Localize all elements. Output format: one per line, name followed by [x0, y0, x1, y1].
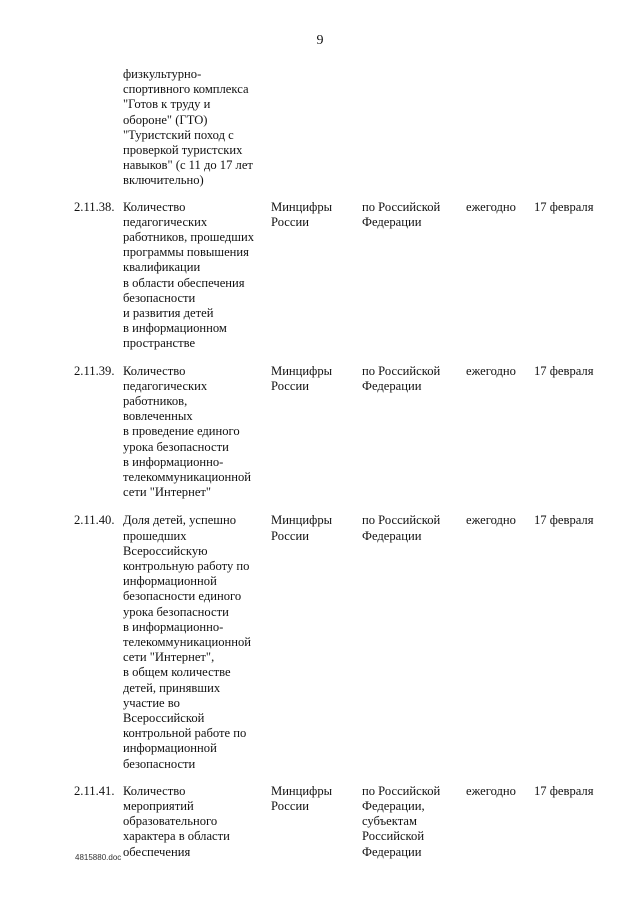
indicator-name-line: педагогических — [123, 378, 208, 393]
indicator-name-line: в общем количестве — [123, 665, 231, 680]
continuation-text-line: "Туристский поход с — [123, 127, 234, 142]
responsible-agency-line: Минцифры — [271, 199, 333, 214]
table-row — [0, 784, 640, 860]
level-line: по Российской — [362, 513, 441, 528]
indicator-name-cell — [123, 513, 266, 771]
indicator-name-line: в области обеспечения — [123, 275, 245, 290]
table-row — [0, 364, 640, 514]
level-line: Федерации — [362, 214, 422, 229]
indicator-name-line: и развития детей — [123, 306, 214, 321]
continuation-text-line: спортивного комплекса — [123, 82, 249, 97]
continuation-text-line: обороне" (ГТО) — [123, 112, 208, 127]
indicator-name-line: Количество — [123, 363, 186, 378]
deadline-cell: 17 февраля — [534, 783, 594, 798]
responsible-agency-line: России — [271, 528, 309, 543]
indicator-name-line: безопасности — [123, 756, 196, 771]
periodicity-cell: ежегодно — [466, 199, 516, 214]
indicator-name-line: телекоммуникационной — [123, 470, 252, 485]
indicator-name-line: детей, принявших — [123, 680, 221, 695]
row-number: 2.11.38. — [74, 199, 115, 214]
indicator-name-cell — [123, 200, 266, 352]
level-cell — [362, 784, 462, 860]
responsible-agency-line: Минцифры — [271, 513, 333, 528]
level-line: Федерации, — [362, 798, 425, 813]
indicator-name-line: работников, прошедших — [123, 230, 255, 244]
indicator-name-cell — [123, 784, 266, 860]
page-number: 9 — [316, 33, 324, 48]
indicator-name-line: безопасности единого — [123, 589, 242, 604]
periodicity-cell: ежегодно — [466, 783, 516, 798]
indicator-name-line: в информационно- — [123, 619, 224, 634]
deadline-cell: 17 февраля — [534, 199, 594, 214]
indicator-name-line: информационной — [123, 574, 217, 589]
periodicity-cell: ежегодно — [466, 513, 516, 528]
row-number: 2.11.39. — [74, 363, 115, 378]
indicator-name-line: прошедших — [123, 528, 187, 543]
periodicity-cell: ежегодно — [466, 363, 516, 378]
level-line: Федерации — [362, 378, 422, 393]
continuation-text-line: включительно) — [123, 173, 204, 188]
level-line: субъектам — [362, 814, 417, 829]
responsible-agency-line: Минцифры — [271, 363, 333, 378]
level-line: Российской — [362, 829, 425, 844]
table-row — [0, 513, 640, 783]
indicator-name-line: контрольную работу по — [123, 559, 250, 573]
level-line: Федерации — [362, 844, 422, 859]
continuation-text-line: физкультурно- — [123, 67, 202, 81]
indicator-name-line: Всероссийскую — [123, 543, 208, 558]
responsible-agency-cell — [271, 784, 356, 814]
indicator-name-line: безопасности — [123, 290, 196, 305]
table-row — [0, 200, 640, 364]
indicator-name-line: вовлеченных — [123, 409, 193, 424]
indicator-name-line: Всероссийской — [123, 711, 205, 726]
indicator-name-line: сети "Интернет", — [123, 650, 215, 665]
document-file-name: 4815880.doc — [75, 853, 122, 862]
row-number: 2.11.40. — [74, 513, 115, 528]
indicator-name-line: Доля детей, успешно — [123, 513, 237, 528]
responsible-agency-cell — [271, 513, 356, 543]
indicator-name-line: урока безопасности — [123, 604, 229, 619]
level-line: Федерации — [362, 528, 422, 543]
row-number: 2.11.41. — [74, 783, 115, 798]
deadline-cell: 17 февраля — [534, 513, 594, 528]
indicator-name-line: характера в области — [123, 829, 230, 844]
level-cell — [362, 513, 462, 543]
indicator-name-line: Количество — [123, 199, 186, 214]
indicator-name-line: мероприятий — [123, 798, 194, 813]
indicator-name-line: информационной — [123, 741, 217, 756]
continuation-text-line: проверкой туристских — [123, 143, 243, 158]
indicator-name-line: педагогических — [123, 214, 208, 229]
indicator-name-line: работников, — [123, 394, 188, 408]
indicator-name-line: телекоммуникационной — [123, 635, 252, 650]
indicator-name-line: в проведение единого — [123, 424, 240, 439]
indicator-name-line: образовательного — [123, 814, 218, 829]
indicator-table — [0, 67, 640, 860]
indicator-name-line: контрольной работе по — [123, 726, 247, 741]
responsible-agency-line: России — [271, 378, 309, 393]
indicator-name-cell — [123, 364, 266, 501]
responsible-agency-line: России — [271, 798, 309, 813]
indicator-name-line: урока безопасности — [123, 439, 229, 454]
indicator-name-line: сети "Интернет" — [123, 485, 212, 500]
level-line: по Российской — [362, 783, 441, 798]
level-cell — [362, 364, 462, 394]
table-body — [0, 200, 640, 860]
level-line: по Российской — [362, 363, 441, 378]
continuation-name-cell — [123, 67, 266, 189]
indicator-name-line: Количество — [123, 783, 186, 798]
responsible-agency-cell — [271, 200, 356, 230]
indicator-name-line: обеспечения — [123, 844, 191, 859]
indicator-name-line: в информационно- — [123, 454, 224, 469]
deadline-cell: 17 февраля — [534, 363, 594, 378]
responsible-agency-line: России — [271, 214, 309, 229]
indicator-name-line: пространстве — [123, 336, 196, 351]
level-cell — [362, 200, 462, 230]
indicator-name-line: участие во — [123, 695, 180, 710]
continuation-row — [0, 67, 640, 200]
indicator-name-line: программы повышения — [123, 245, 249, 260]
indicator-name-line: квалификации — [123, 260, 201, 275]
indicator-name-line: в информационном — [123, 321, 227, 336]
continuation-text-line: навыков" (с 11 до 17 лет — [123, 158, 253, 173]
responsible-agency-line: Минцифры — [271, 783, 333, 798]
continuation-text-line: "Готов к труду и — [123, 97, 211, 112]
level-line: по Российской — [362, 199, 441, 214]
responsible-agency-cell — [271, 364, 356, 394]
